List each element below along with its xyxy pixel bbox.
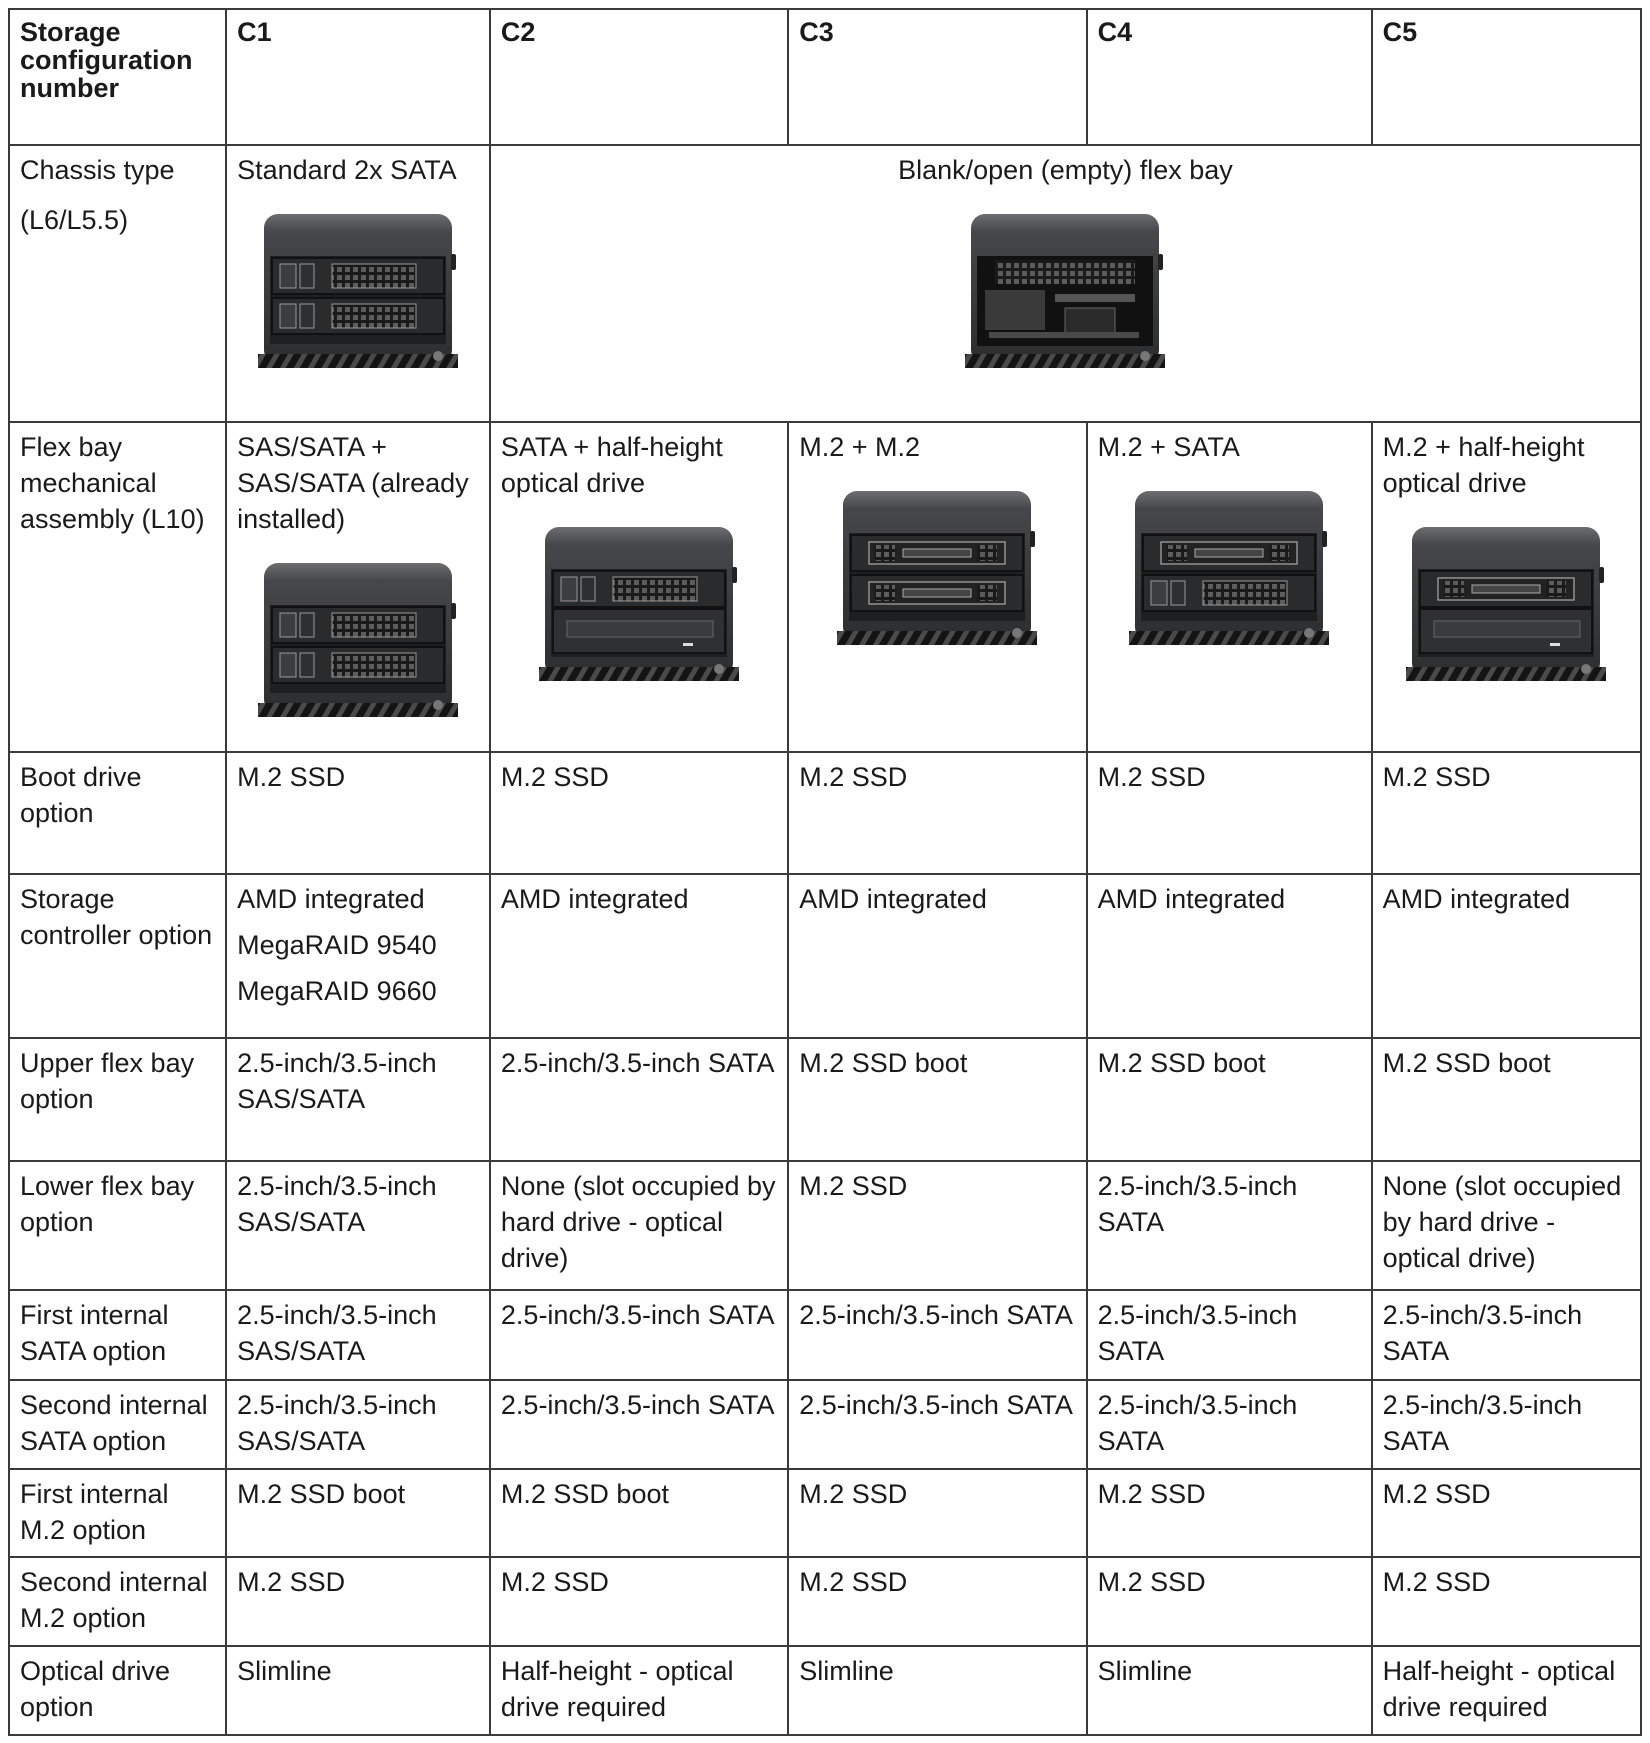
- cell-lower-c4: 2.5-inch/3.5-inch SATA: [1087, 1161, 1372, 1290]
- table-row-sata2: [9, 1380, 1641, 1469]
- cell-controller-c4: AMD integrated: [1087, 874, 1372, 1038]
- row-label-chassis: Chassis type (L6/L5.5): [9, 145, 226, 421]
- cell-upper-c2: 2.5-inch/3.5-inch SATA: [490, 1038, 788, 1161]
- cell-upper-c3: M.2 SSD boot: [788, 1038, 1086, 1161]
- cell-controller-c2: AMD integrated: [490, 874, 788, 1038]
- table-row-boot: [9, 752, 1641, 874]
- cell-upper-c1: 2.5-inch/3.5-inch SAS/SATA: [226, 1038, 490, 1161]
- cell-m2second-c4: M.2 SSD: [1087, 1557, 1372, 1646]
- flexbay-m2-sata-image: [1098, 491, 1361, 647]
- cell-optical-c2: Half-height - optical drive required: [490, 1646, 788, 1735]
- cell-m2first-c5: M.2 SSD: [1372, 1469, 1641, 1558]
- cell-sata2-c5: 2.5-inch/3.5-inch SATA: [1372, 1380, 1641, 1469]
- chassis-open-flex-bay-image: [501, 214, 1630, 370]
- cell-sata1-c5: 2.5-inch/3.5-inch SATA: [1372, 1290, 1641, 1380]
- row-label-upper: Upper flex bay option: [9, 1038, 226, 1161]
- row-label-sata2: Second internal SATA option: [9, 1380, 226, 1469]
- column-header-c4: C4: [1087, 9, 1372, 145]
- cell-sata1-c2: 2.5-inch/3.5-inch SATA: [490, 1290, 788, 1380]
- cell-chassis-c2-c5: Blank/open (empty) flex bay: [490, 145, 1641, 421]
- cell-lower-c5: None (slot occupied by hard drive - optical drive): [1372, 1161, 1641, 1290]
- cell-m2second-c3: M.2 SSD: [788, 1557, 1086, 1646]
- table-row-chassis: [9, 145, 1641, 421]
- column-header-c1: C1: [226, 9, 490, 145]
- cell-lower-c3: M.2 SSD: [788, 1161, 1086, 1290]
- cell-upper-c4: M.2 SSD boot: [1087, 1038, 1372, 1161]
- cell-optical-c4: Slimline: [1087, 1646, 1372, 1735]
- cell-flexbay-c2: SATA + half-height optical drive: [490, 422, 788, 753]
- row-label-flexbay: Flex bay mechanical assembly (L10): [9, 422, 226, 753]
- cell-sata1-c3: 2.5-inch/3.5-inch SATA: [788, 1290, 1086, 1380]
- cell-m2first-c2: M.2 SSD boot: [490, 1469, 788, 1558]
- cell-controller-c3: AMD integrated: [788, 874, 1086, 1038]
- table-row-m2first: [9, 1469, 1641, 1558]
- cell-m2second-c5: M.2 SSD: [1372, 1557, 1641, 1646]
- cell-flexbay-c5: M.2 + half-height optical drive: [1372, 422, 1641, 753]
- cell-controller-c1: AMD integrated MegaRAID 9540 MegaRAID 9660: [226, 874, 490, 1038]
- row-label-controller: Storage controller option: [9, 874, 226, 1038]
- table-row-m2second: [9, 1557, 1641, 1646]
- cell-sata2-c2: 2.5-inch/3.5-inch SATA: [490, 1380, 788, 1469]
- column-header-c3: C3: [788, 9, 1086, 145]
- cell-sata2-c4: 2.5-inch/3.5-inch SATA: [1087, 1380, 1372, 1469]
- cell-m2second-c2: M.2 SSD: [490, 1557, 788, 1646]
- cell-sata2-c1: 2.5-inch/3.5-inch SAS/SATA: [226, 1380, 490, 1469]
- cell-optical-c1: Slimline: [226, 1646, 490, 1735]
- cell-flexbay-c3: M.2 + M.2: [788, 422, 1086, 753]
- cell-boot-c3: M.2 SSD: [788, 752, 1086, 874]
- cell-sata2-c3: 2.5-inch/3.5-inch SATA: [788, 1380, 1086, 1469]
- table-row-lower: [9, 1161, 1641, 1290]
- cell-lower-c2: None (slot occupied by hard drive - optical drive): [490, 1161, 788, 1290]
- cell-boot-c5: M.2 SSD: [1372, 752, 1641, 874]
- table-row-optical: [9, 1646, 1641, 1735]
- row-label-m2first: First internal M.2 option: [9, 1469, 226, 1558]
- cell-m2second-c1: M.2 SSD: [226, 1557, 490, 1646]
- cell-controller-c5: AMD integrated: [1372, 874, 1641, 1038]
- cell-m2first-c4: M.2 SSD: [1087, 1469, 1372, 1558]
- corner-header: Storage configuration number: [9, 9, 226, 145]
- flexbay-m2-optical-image: [1383, 527, 1630, 683]
- flexbay-m2-m2-image: [799, 491, 1075, 647]
- cell-upper-c5: M.2 SSD boot: [1372, 1038, 1641, 1161]
- table-row-controller: [9, 874, 1641, 1038]
- cell-sata1-c4: 2.5-inch/3.5-inch SATA: [1087, 1290, 1372, 1380]
- chassis-2x-sata-image: [237, 214, 479, 370]
- row-label-optical: Optical drive option: [9, 1646, 226, 1735]
- table-row-upper: [9, 1038, 1641, 1161]
- cell-optical-c3: Slimline: [788, 1646, 1086, 1735]
- header-row: [9, 9, 1641, 145]
- storage-configuration-table: [8, 8, 1642, 1736]
- flexbay-sata-optical-image: [501, 527, 777, 683]
- cell-boot-c2: M.2 SSD: [490, 752, 788, 874]
- column-header-c2: C2: [490, 9, 788, 145]
- cell-chassis-c1: Standard 2x SATA: [226, 145, 490, 421]
- row-label-lower: Lower flex bay option: [9, 1161, 226, 1290]
- row-label-sata1: First internal SATA option: [9, 1290, 226, 1380]
- cell-sata1-c1: 2.5-inch/3.5-inch SAS/SATA: [226, 1290, 490, 1380]
- flexbay-sata-sata-image: [237, 563, 479, 719]
- cell-lower-c1: 2.5-inch/3.5-inch SAS/SATA: [226, 1161, 490, 1290]
- cell-optical-c5: Half-height - optical drive required: [1372, 1646, 1641, 1735]
- row-label-boot: Boot drive option: [9, 752, 226, 874]
- table-row-sata1: [9, 1290, 1641, 1380]
- cell-flexbay-c4: M.2 + SATA: [1087, 422, 1372, 753]
- cell-boot-c4: M.2 SSD: [1087, 752, 1372, 874]
- cell-m2first-c3: M.2 SSD: [788, 1469, 1086, 1558]
- cell-boot-c1: M.2 SSD: [226, 752, 490, 874]
- cell-m2first-c1: M.2 SSD boot: [226, 1469, 490, 1558]
- row-label-m2second: Second internal M.2 option: [9, 1557, 226, 1646]
- table-row-flexbay: [9, 422, 1641, 753]
- column-header-c5: C5: [1372, 9, 1641, 145]
- cell-flexbay-c1: SAS/SATA + SAS/SATA (already installed): [226, 422, 490, 753]
